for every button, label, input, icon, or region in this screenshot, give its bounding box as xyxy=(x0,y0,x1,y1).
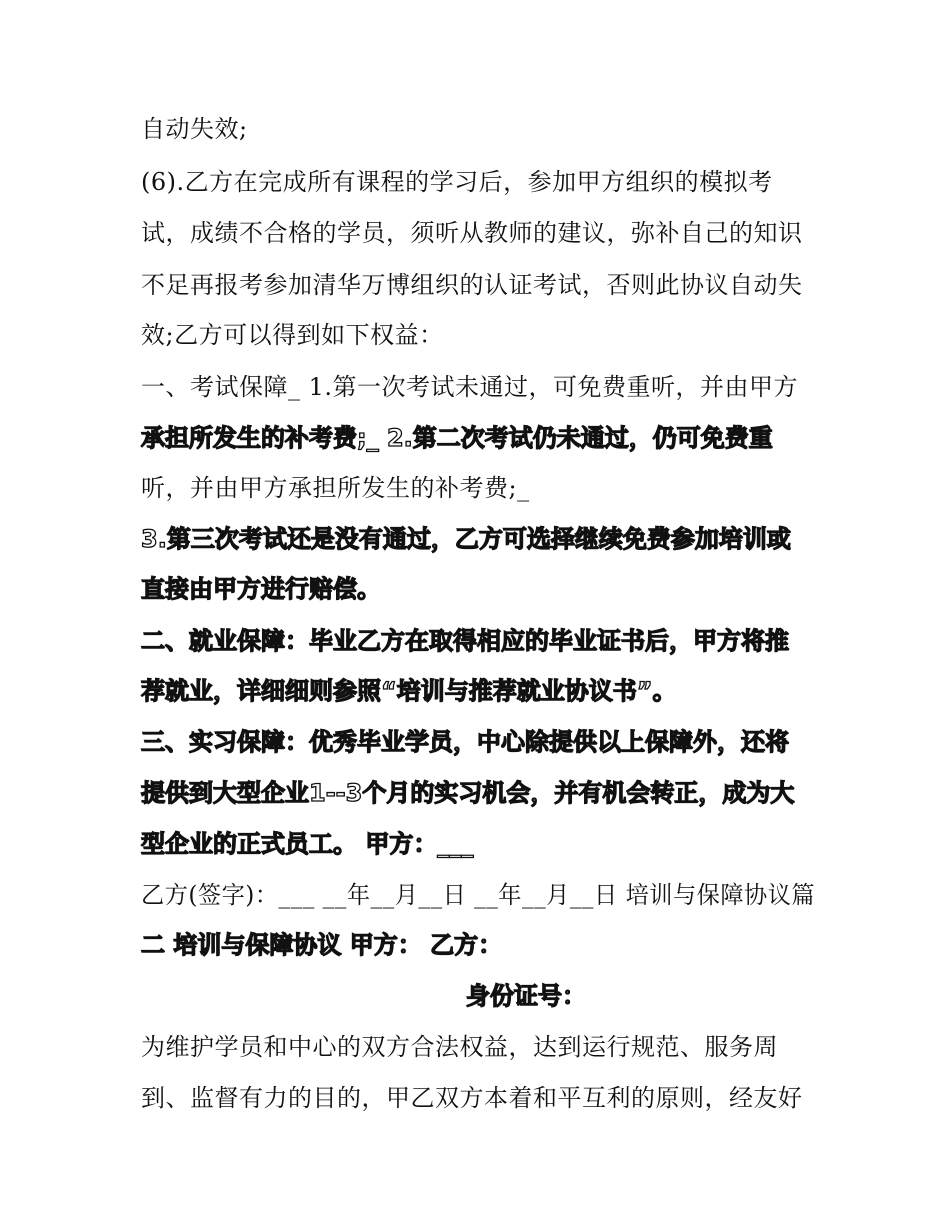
text-line: 一、考试保障_ 1.第一次考试未通过，可免费重听，并由甲方 xyxy=(141,373,799,401)
text-line: 三、实习保障：优秀毕业学员，中心除提供以上保障外，还将 xyxy=(141,728,789,756)
text-line: 型企业的正式员工。 甲方：___ xyxy=(141,830,474,858)
text-line: 提供到大型企业1--3个月的实习机会，并有机会转正，成为大 xyxy=(141,779,795,807)
text-line: 试，成绩不合格的学员，须听从教师的建议，弥补自己的知识 xyxy=(141,219,803,247)
text-line: 乙方(签字)：___ __年__月__日 __年__月__日 培训与保障协议篇 xyxy=(141,881,816,909)
text-line: 承担所发生的补考费;_ 2.第二次考试仍未通过，仍可免费重 xyxy=(141,424,773,452)
text-line: 效;乙方可以得到如下权益： xyxy=(141,321,444,349)
text-line: (6).乙方在完成所有课程的学习后，参加甲方组织的模拟考 xyxy=(141,168,773,196)
text-line: 二 培训与保障协议 甲方： 乙方： xyxy=(141,931,503,959)
text-line: 到、监督有力的目的，甲乙双方本着和平互利的原则，经友好 xyxy=(141,1084,803,1112)
text-line: 为维护学员和中心的双方合法权益，达到运行规范、服务周 xyxy=(141,1033,778,1061)
id-number-label: 身份证号： xyxy=(466,982,586,1010)
text-line: 听，并由甲方承担所发生的补考费;_ xyxy=(141,474,530,502)
text-line: 荐就业，详细细则参照“培训与推荐就业协议书”。 xyxy=(141,677,677,705)
text-line: 自动失效; xyxy=(141,115,248,143)
text-line: 3.第三次考试还是没有通过，乙方可选择继续免费参加培训或 xyxy=(141,525,791,553)
text-line: 直接由甲方进行赔偿。 xyxy=(141,575,381,603)
text-line: 二、就业保障：毕业乙方在取得相应的毕业证书后，甲方将推 xyxy=(141,627,789,655)
text-line: 不足再报考参加清华万博组织的认证考试，否则此协议自动失 xyxy=(141,271,803,299)
